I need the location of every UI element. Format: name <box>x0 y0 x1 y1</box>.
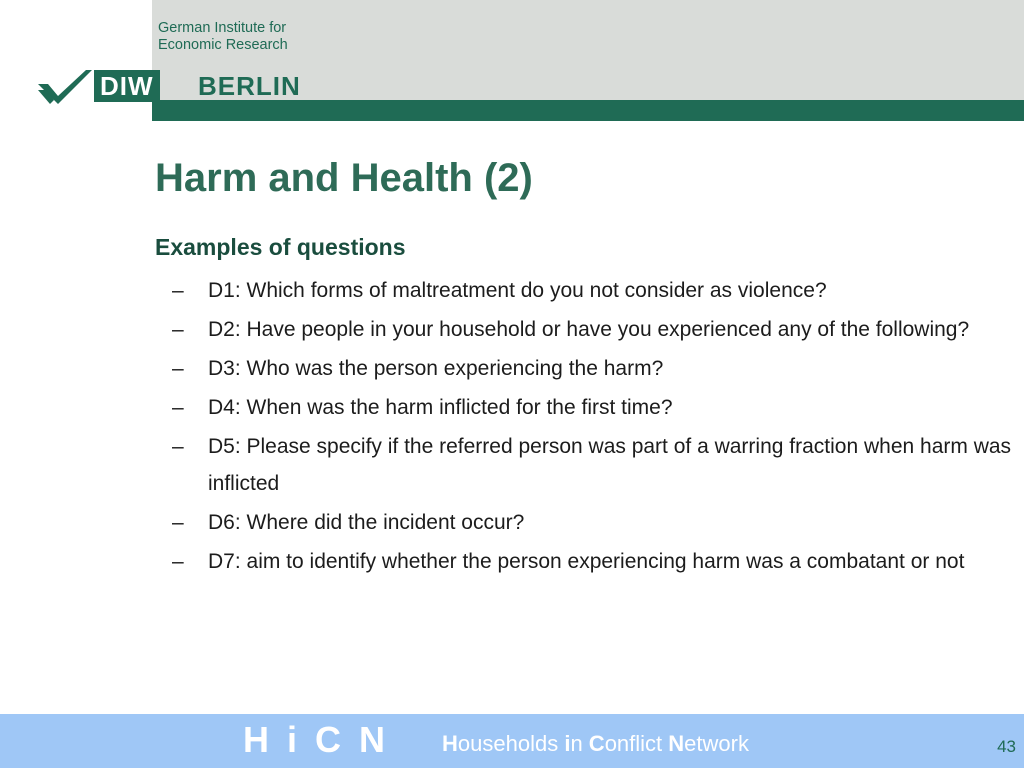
network-initial: i <box>564 731 571 756</box>
institute-name <box>158 20 288 54</box>
subheading: Examples of questions <box>155 234 406 260</box>
slide-title: Harm and Health (2) <box>155 156 533 200</box>
network-word-rest: etwork <box>684 731 749 756</box>
question-text: D1: Which forms of maltreatment do you not consider as violence? <box>208 279 827 302</box>
question-text: D5: Please specify if the referred person was part of a warring fraction when harm was inflicted <box>208 435 1012 495</box>
institute-line-2: Economic Research <box>158 37 288 53</box>
list-item <box>172 428 1012 502</box>
list-item <box>172 389 1012 426</box>
list-item <box>172 272 1012 309</box>
question-text: D3: Who was the person experiencing the harm? <box>208 357 664 380</box>
diw-logo <box>36 66 301 106</box>
network-word-rest: ouseholds <box>457 731 565 756</box>
network-initial: C <box>588 731 605 756</box>
footer-bar <box>0 714 1024 768</box>
list-item <box>172 543 1012 580</box>
question-text: D7: aim to identify whether the person experiencing harm was a combatant or not <box>208 550 965 573</box>
bullet-dash: – <box>172 550 184 573</box>
hicn-letter: N <box>359 719 386 760</box>
check-mark-icon <box>36 68 92 104</box>
question-text: D2: Have people in your household or have you experienced any of the following? <box>208 318 970 341</box>
network-initial: H <box>442 731 458 756</box>
list-item <box>172 504 1012 541</box>
list-item <box>172 350 1012 387</box>
logo-berlin: BERLIN <box>198 71 301 101</box>
bullet-dash: – <box>172 318 184 341</box>
logo-diw: DIW <box>94 70 160 102</box>
network-name <box>442 730 749 758</box>
list-item <box>172 311 1012 348</box>
hicn-letter: i <box>287 719 298 760</box>
bullet-dash: – <box>172 511 184 534</box>
network-initial: N <box>668 731 685 756</box>
hicn-acronym <box>243 720 403 760</box>
bullet-dash: – <box>172 396 184 419</box>
header-bar <box>152 100 1024 121</box>
question-list <box>172 272 1012 582</box>
hicn-letter: H <box>243 719 269 760</box>
bullet-dash: – <box>172 435 184 458</box>
network-word-rest: onflict <box>604 731 669 756</box>
institute-line-1: German Institute for <box>158 20 287 36</box>
bullet-dash: – <box>172 357 184 380</box>
bullet-dash: – <box>172 279 184 302</box>
hicn-letter: C <box>315 719 342 760</box>
question-text: D6: Where did the incident occur? <box>208 511 525 534</box>
network-word-rest: n <box>570 731 589 756</box>
question-text: D4: When was the harm inflicted for the first time? <box>208 396 673 419</box>
page-number: 43 <box>997 737 1016 756</box>
